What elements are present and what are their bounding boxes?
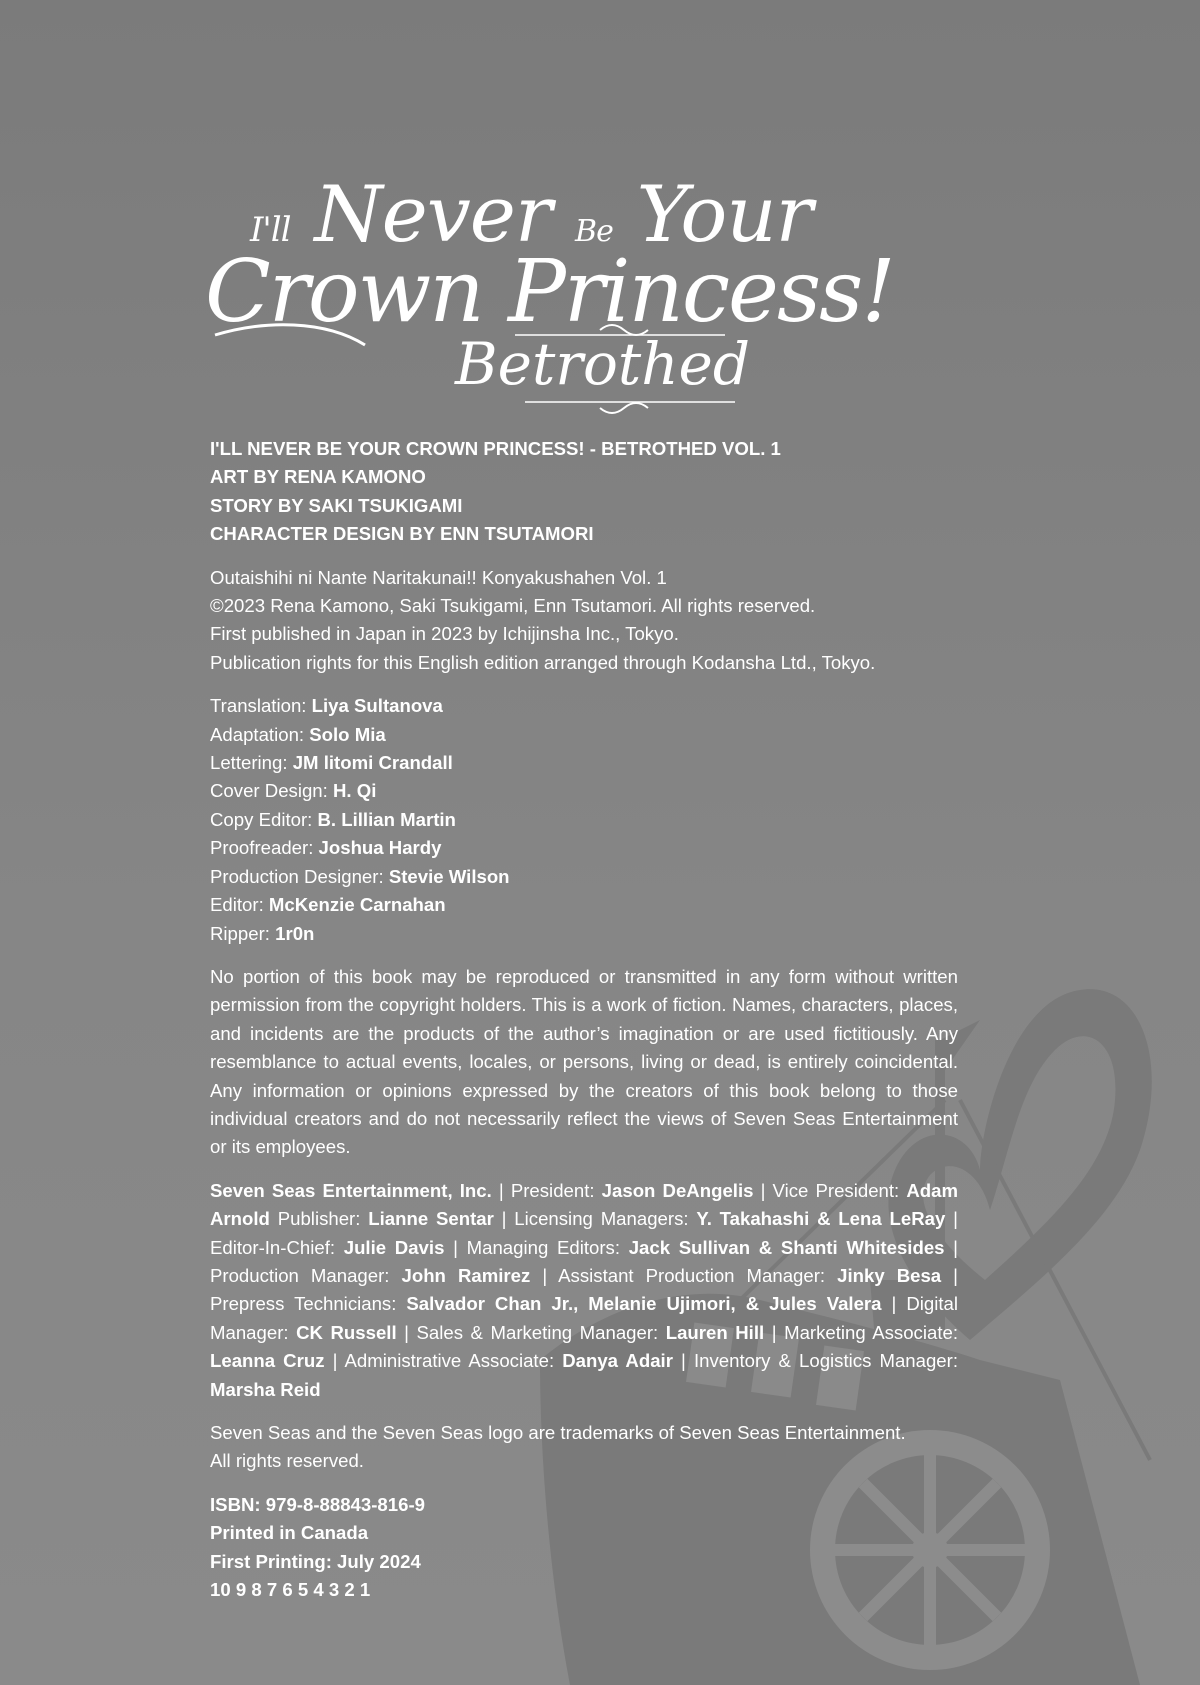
isbn-block <box>210 1491 958 1605</box>
staff-name: CK Russell <box>296 1321 397 1343</box>
copyright-line: ©2023 Rena Kamono, Saki Tsukigami, Enn Tsutamori. All rights reserved. <box>210 595 816 617</box>
staff-name: Jinky Besa <box>837 1264 942 1286</box>
staff-name: Leanna Cruz <box>210 1350 325 1372</box>
book-title: I'LL NEVER BE YOUR CROWN PRINCESS! - BETROTHED VOL. 1 <box>210 438 781 459</box>
trademark-block <box>210 1419 958 1476</box>
credit-editor: Editor: McKenzie Carnahan <box>210 894 446 916</box>
disclaimer-text: No portion of this book may be reproduced or transmitted in any form without written permission from the copyright holders. This is a work of fiction. Names, characters, places, and incidents are the products of the author’s imagination or are used fictitiously. Any resemblance to actual events, locales, or persons, living or dead, is entirely coincidental. Any information or opinions expressed by the creators of this book belong to those individual creators and do not necessarily reflect the views of Seven Seas Entertainment or its employees. <box>210 965 958 1158</box>
colophon <box>210 435 958 1619</box>
logo-your: Your <box>636 170 812 260</box>
original-title: Outaishihi ni Nante Naritakunai!! Konyakushahen Vol. 1 <box>210 566 667 588</box>
staff-role: | President: <box>491 1179 602 1201</box>
staff-text <box>210 1177 958 1404</box>
title-block <box>210 435 958 549</box>
credit-lettering: Lettering: JM litomi Crandall <box>210 752 453 774</box>
trademark-line: Seven Seas and the Seven Seas logo are trademarks of Seven Seas Entertainment. <box>210 1422 906 1443</box>
credit-translation: Translation: Liya Sultanova <box>210 695 443 717</box>
credit-ripper: Ripper: 1r0n <box>210 922 315 944</box>
staff-name: Y. Takahashi & Lena LeRay <box>696 1208 946 1230</box>
logo-ill: I'll <box>250 210 291 250</box>
credit-cover-design: Cover Design: H. Qi <box>210 780 377 802</box>
staff-role: | Vice President: <box>753 1179 907 1201</box>
staff-name: Salvador Chan Jr., Melanie Ujimori, & Jules Valera <box>406 1293 882 1315</box>
story-credit: STORY BY SAKI TSUKIGAMI <box>210 494 463 516</box>
staff-name: Lianne Sentar <box>368 1208 494 1230</box>
logo-flourish <box>205 160 885 420</box>
original-publication-block <box>210 564 958 678</box>
art-credit: ART BY RENA KAMONO <box>210 466 426 488</box>
staff-role: Publisher: <box>269 1208 369 1230</box>
staff-role: | Sales & Marketing Manager: <box>396 1321 666 1343</box>
disclaimer-block <box>210 963 958 1162</box>
character-design-credit: CHARACTER DESIGN BY ENN TSUTAMORI <box>210 523 594 545</box>
staff-block <box>210 1177 958 1404</box>
credit-adaptation: Adaptation: Solo Mia <box>210 723 386 745</box>
credit-production-designer: Production Designer: Stevie Wilson <box>210 865 510 887</box>
staff-role: | Administrative Associate: <box>324 1350 563 1372</box>
credit-proofreader: Proofreader: Joshua Hardy <box>210 837 442 859</box>
logo-be: Be <box>575 214 613 249</box>
first-published-line: First published in Japan in 2023 by Ichijinsha Inc., Tokyo. <box>210 623 679 645</box>
staff-name: Julie Davis <box>343 1236 445 1258</box>
staff-name: Jason DeAngelis <box>601 1179 754 1201</box>
series-logo <box>205 160 894 420</box>
first-printing: First Printing: July 2024 <box>210 1550 421 1572</box>
staff-name: John Ramirez <box>401 1264 531 1286</box>
staff-role: | Prepress Technicians: <box>210 1264 959 1315</box>
staff-role: | Assistant Production Manager: <box>530 1264 838 1286</box>
credit-copy-editor: Copy Editor: B. Lillian Martin <box>210 808 456 830</box>
printed-in: Printed in Canada <box>210 1522 369 1544</box>
staff-role: | Managing Editors: <box>444 1236 629 1258</box>
logo-line-2: Crown Princess! <box>205 242 894 342</box>
staff-role: | Digital Manager: <box>210 1293 958 1343</box>
staff-name: Adam Arnold <box>210 1179 958 1230</box>
logo-never: Never <box>314 170 552 260</box>
rights-reserved-line: All rights reserved. <box>210 1450 364 1472</box>
staff-name: Lauren Hill <box>665 1321 765 1343</box>
printing-line: 10 9 8 7 6 5 4 3 2 1 <box>210 1579 371 1601</box>
staff-name: Marsha Reid <box>210 1378 321 1400</box>
credits-block <box>210 692 958 948</box>
staff-role: | Editor-In-Chief: <box>210 1208 958 1258</box>
staff-role: | Marketing Associate: <box>764 1321 958 1343</box>
staff-role: | Licensing Managers: <box>493 1208 697 1230</box>
rights-line: Publication rights for this English edition arranged through Kodansha Ltd., Tokyo. <box>210 651 876 673</box>
staff-role: | Production Manager: <box>210 1236 959 1286</box>
staff-name: Seven Seas Entertainment, Inc. <box>210 1179 492 1201</box>
logo-line-3: Betrothed <box>455 330 751 398</box>
staff-role: | Inventory & Logistics Manager: <box>672 1350 959 1372</box>
staff-name: Jack Sullivan & Shanti Whitesides <box>628 1236 945 1258</box>
isbn-number: ISBN: 979-8-88843-816-9 <box>210 1493 425 1515</box>
staff-name: Danya Adair <box>562 1350 673 1372</box>
